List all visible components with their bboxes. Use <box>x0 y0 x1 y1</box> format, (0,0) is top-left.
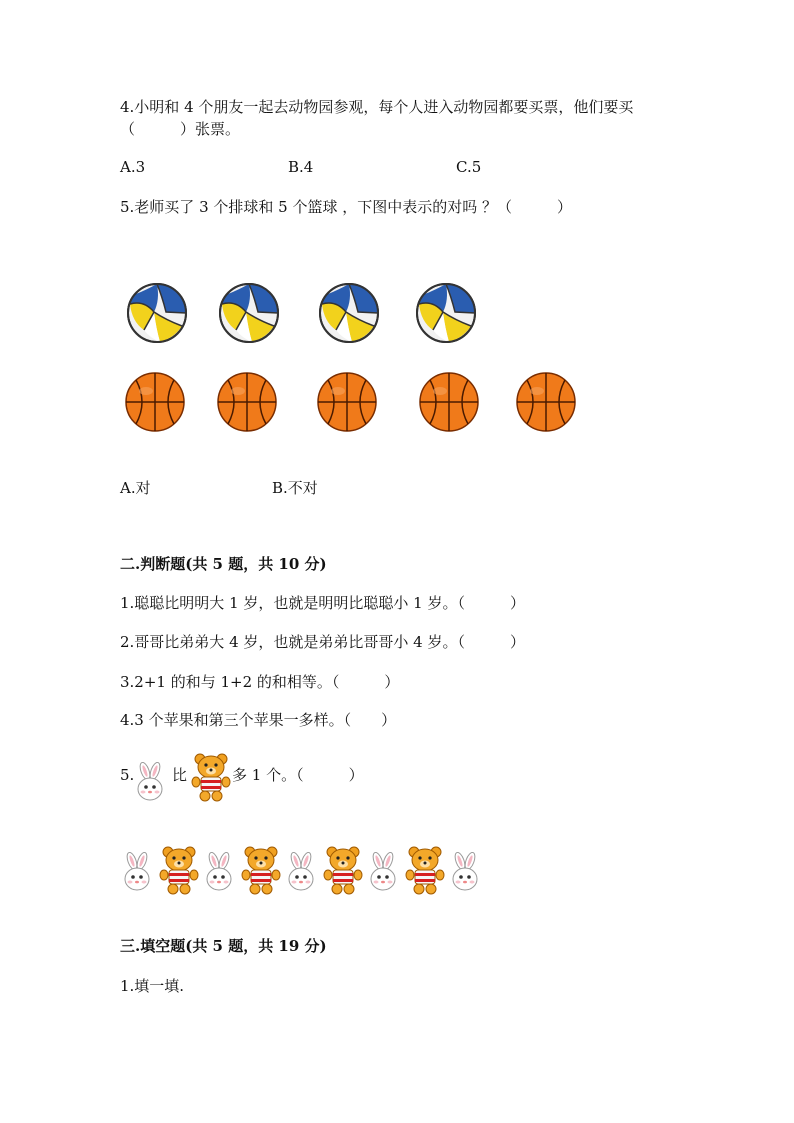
q4-text-line2: （ ）张票。 <box>120 120 241 138</box>
bear-icon <box>322 845 364 895</box>
judge-item-5-num: 5. <box>120 766 135 784</box>
volleyball-icon <box>318 282 380 344</box>
bear-icon <box>404 845 446 895</box>
judge-item-4: 4.3 个苹果和第三个苹果一多样。（ ） <box>120 711 397 729</box>
volleyball-icon <box>415 282 477 344</box>
basketball-icon <box>124 371 186 433</box>
section3-heading: 三.填空题(共 5 题，共 19 分) <box>120 937 327 955</box>
basketball-icon <box>216 371 278 433</box>
judge-item-2: 2.哥哥比弟弟大 4 岁，也就是弟弟比哥哥小 4 岁。（ ） <box>120 633 525 651</box>
rabbit-icon <box>448 852 484 894</box>
rabbit-icon <box>284 852 320 894</box>
bear-icon <box>190 752 232 802</box>
q4-option-b: B.4 <box>288 158 314 176</box>
volleyball-icon <box>126 282 188 344</box>
basketball-icon <box>316 371 378 433</box>
q5-text: 5.老师买了 3 个排球和 5 个篮球 ，下图中表示的对吗 ？（ ） <box>120 198 573 216</box>
judge-item-3: 3.2+1 的和与 1+2 的和相等。（ ） <box>120 673 400 691</box>
rabbit-icon <box>133 762 169 804</box>
judge-item-1: 1.聪聪比明明大 1 岁，也就是明明比聪聪小 1 岁。（ ） <box>120 594 525 612</box>
bear-icon <box>158 845 200 895</box>
volleyball-icon <box>218 282 280 344</box>
fill-item-1: 1.填一填. <box>120 977 185 995</box>
q5-option-b: B.不对 <box>272 479 318 497</box>
judge-item-5-rest: 多 1 个。（ ） <box>232 766 364 784</box>
q4-text-line1: 4.小明和 4 个朋友一起去动物园参观，每个人进入动物园都要买票，他们要买 <box>120 98 634 116</box>
rabbit-icon <box>202 852 238 894</box>
basketball-icon <box>515 371 577 433</box>
basketball-icon <box>418 371 480 433</box>
section2-heading: 二.判断题(共 5 题，共 10 分) <box>120 555 327 573</box>
q4-option-a: A.3 <box>120 158 146 176</box>
rabbit-icon <box>366 852 402 894</box>
judge-item-5-bi: 比 <box>172 766 188 784</box>
bear-icon <box>240 845 282 895</box>
rabbit-icon <box>120 852 156 894</box>
q5-option-a: A.对 <box>120 479 151 497</box>
q4-option-c: C.5 <box>456 158 482 176</box>
